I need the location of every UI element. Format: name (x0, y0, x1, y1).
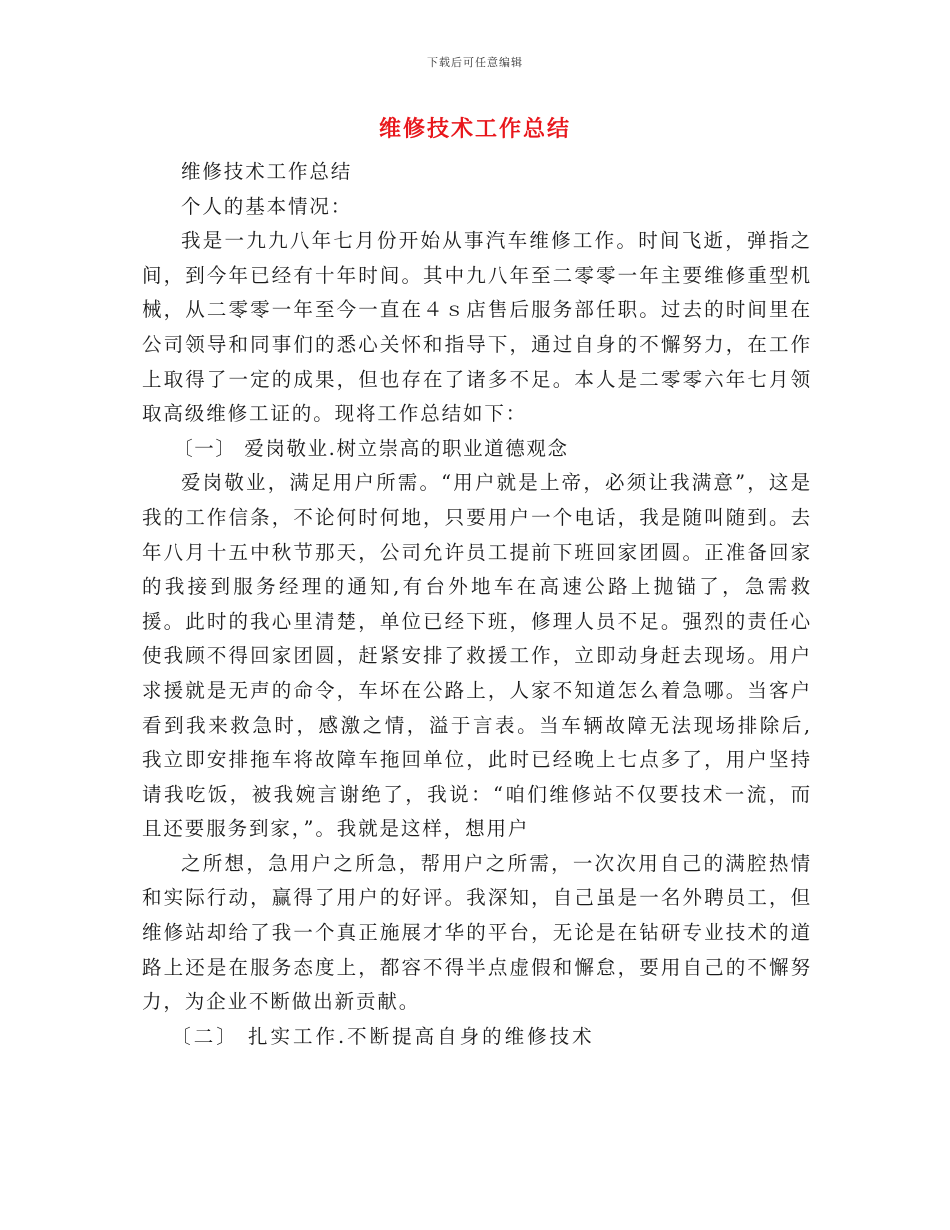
document-body (142, 155, 812, 1054)
paragraph-introduction: 我是一九九八年七月份开始从事汽车维修工作。时间飞逝，弹指之间，到今年已经有十年时间。其中九八年至二零零一年主要维修重型机械，从二零零一年至今一直在４ｓ店售后服务部任职。过去的时间里在公司领导和同事们的悉心关怀和指导下，通过自身的不懈努力，在工作上取得了一定的成果，但也存在了诸多不足。本人是二零零六年七月领取高级维修工证的。现将工作总结如下： (142, 229, 812, 426)
paragraph-dedication: 爱岗敬业，满足用户所需。“用户就是上帝，必须让我满意”，这是我的工作信条，不论何时何地，只要用户一个电话，我是随叫随到。去年八月十五中秋节那天，公司允许员工提前下班回家团圆。正准备回家的我接到服务经理的通知,有台外地车在高速公路上抛锚了，急需救援。此时的我心里清楚，单位已经下班，修理人员不足。强烈的责任心使我顾不得回家团圆，赶紧安排了救援工作，立即动身赶去现场。用户求援就是无声的命令，车坏在公路上，人家不知道怎么着急哪。当客户看到我来救急时，感激之情，溢于言表。当车辆故障无法现场排除后,我立即安排拖车将故障车拖回单位，此时已经晚上七点多了，用户坚持请我吃饭，被我婉言谢绝了，我说：“咱们维修站不仅要技术一流，而且还要服务到家，”。我就是这样，想用户 (142, 471, 812, 841)
section-heading-1: 〔一〕 爱岗敬业.树立崇高的职业道德观念 (173, 436, 569, 460)
paragraph-dedication-continued: 之所想，急用户之所急，帮用户之所需，一次次用自己的满腔热情和实际行动，赢得了用户的好评。我深知，自己虽是一名外聘员工，但维修站却给了我一个真正施展才华的平台，无论是在钻研专业技术的道路上还是在服务态度上，都容不得半点虚假和懈怠，要用自己的不懈努力，为企业不断做出新贡献。 (142, 851, 812, 1014)
paragraph-basic-info-label: 个人的基本情况： (181, 194, 353, 218)
paragraph-subtitle: 维修技术工作总结 (181, 160, 353, 183)
page-header-note: 下载后可任意编辑 (427, 56, 523, 69)
document-title: 维修技术工作总结 (378, 117, 571, 142)
section-heading-2: 〔二〕 扎实工作.不断提高自身的维修技术 (171, 1024, 595, 1048)
